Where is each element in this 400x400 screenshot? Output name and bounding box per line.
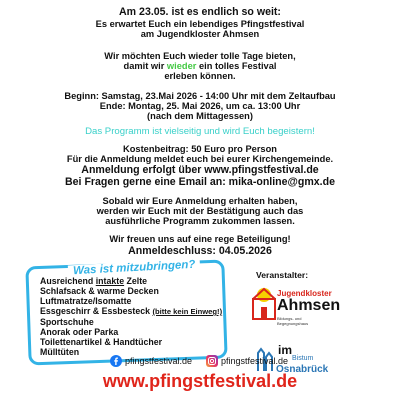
website-url[interactable]: www.pfingstfestival.de bbox=[102, 371, 298, 391]
registration-info: Für die Anmeldung meldet euch bei eurer Kirchengemeinde. bbox=[66, 154, 334, 164]
list-item: Anorak oder Parka bbox=[40, 327, 119, 337]
end-line: Ende: Montag, 25. Mai 2026, um ca. 13:00 Uhr bbox=[99, 101, 301, 111]
list-item: Sportschuhe bbox=[40, 317, 94, 327]
facebook-link[interactable] bbox=[110, 355, 192, 367]
logo-bistum-text: Bistum bbox=[292, 355, 314, 362]
item-text: Essgeschirr & Essbesteck bbox=[40, 306, 153, 316]
invite-line-2 bbox=[0, 61, 400, 72]
program-line: Das Programm ist vielseitig und wird Euch begeistern! bbox=[85, 126, 315, 137]
checklist-items bbox=[40, 276, 222, 357]
kloster-icon bbox=[249, 285, 279, 321]
logo-top-text: Jugendkloster bbox=[277, 289, 332, 298]
list-item bbox=[40, 276, 222, 286]
invite-text: ein tolles Festival bbox=[196, 61, 277, 71]
instagram-link[interactable] bbox=[206, 355, 288, 367]
fee-line: Kostenbeitrag: 50 Euro pro Person bbox=[123, 144, 277, 154]
list-item: Mülltüten bbox=[40, 347, 80, 357]
item-note: (bitte kein Einweg!) bbox=[152, 307, 223, 316]
invite-line-3: erleben können. bbox=[164, 71, 236, 81]
logo-main-text: Ahmsen bbox=[277, 297, 341, 314]
instagram-handle: pfingstfestival.de bbox=[221, 356, 289, 366]
contact-email-line: Bei Fragen gerne eine Email an: mika-online@gmx.de bbox=[65, 176, 335, 188]
invite-text: damit wir bbox=[123, 61, 167, 71]
item-emphasis: intakte bbox=[95, 276, 125, 286]
registration-url-line: Anmeldung erfolgt über www.pfingstfestival.de bbox=[81, 164, 319, 176]
confirm-line-2: werden wir Euch mit der Bestätigung auch das bbox=[96, 206, 304, 216]
intro-text: Am bbox=[119, 6, 140, 18]
event-date: 23.05. bbox=[139, 6, 169, 18]
intro-text: ist es endlich so weit: bbox=[168, 6, 281, 18]
facebook-handle: pfingstfestival.de bbox=[125, 356, 193, 366]
invite-line-1: Wir möchten Euch wieder tolle Tage bieten, bbox=[104, 51, 296, 61]
confirm-line-1: Sobald wir Eure Anmeldung erhalten haben, bbox=[102, 196, 298, 206]
intro-line-2: Es erwartet Euch ein lebendiges Pfingstfestival bbox=[95, 19, 305, 29]
intro-line-3: am Jugendkloster Ahmsen bbox=[140, 29, 260, 39]
jugendkloster-logo bbox=[249, 283, 341, 335]
closing-line: Wir freuen uns auf eine rege Beteiligung! bbox=[109, 234, 291, 244]
list-item bbox=[40, 306, 222, 317]
item-text: Ausreichend bbox=[40, 276, 96, 286]
logo-sub-text: Bildungs- und Begegnungshaus bbox=[277, 316, 309, 326]
instagram-icon bbox=[206, 355, 218, 367]
checklist-title: Was ist mitzubringen? bbox=[68, 259, 201, 278]
organizer-label: Veranstalter: bbox=[256, 270, 309, 280]
logo-city-text: Osnabrück bbox=[276, 364, 329, 375]
end-note: (nach dem Mittagessen) bbox=[147, 111, 253, 121]
facebook-icon bbox=[110, 355, 122, 367]
deadline-line: Anmeldeschluss: 04.05.2026 bbox=[128, 245, 272, 257]
intro-line-1 bbox=[0, 6, 400, 18]
highlight-word: wieder bbox=[166, 61, 197, 71]
list-item: Toilettenartikel & Handtücher bbox=[40, 337, 163, 347]
list-item: Schlafsack & warme Decken bbox=[40, 286, 159, 296]
confirm-line-3: ausführliche Programm zukommen lassen. bbox=[105, 216, 295, 226]
begin-line: Beginn: Samstag, 23.Mai 2026 - 14:00 Uhr mit dem Zeltaufbau bbox=[64, 91, 336, 101]
logo-im-text: im bbox=[278, 343, 293, 357]
list-item: Luftmatratze/Isomatte bbox=[40, 296, 132, 306]
item-text: Zelte bbox=[124, 276, 148, 286]
